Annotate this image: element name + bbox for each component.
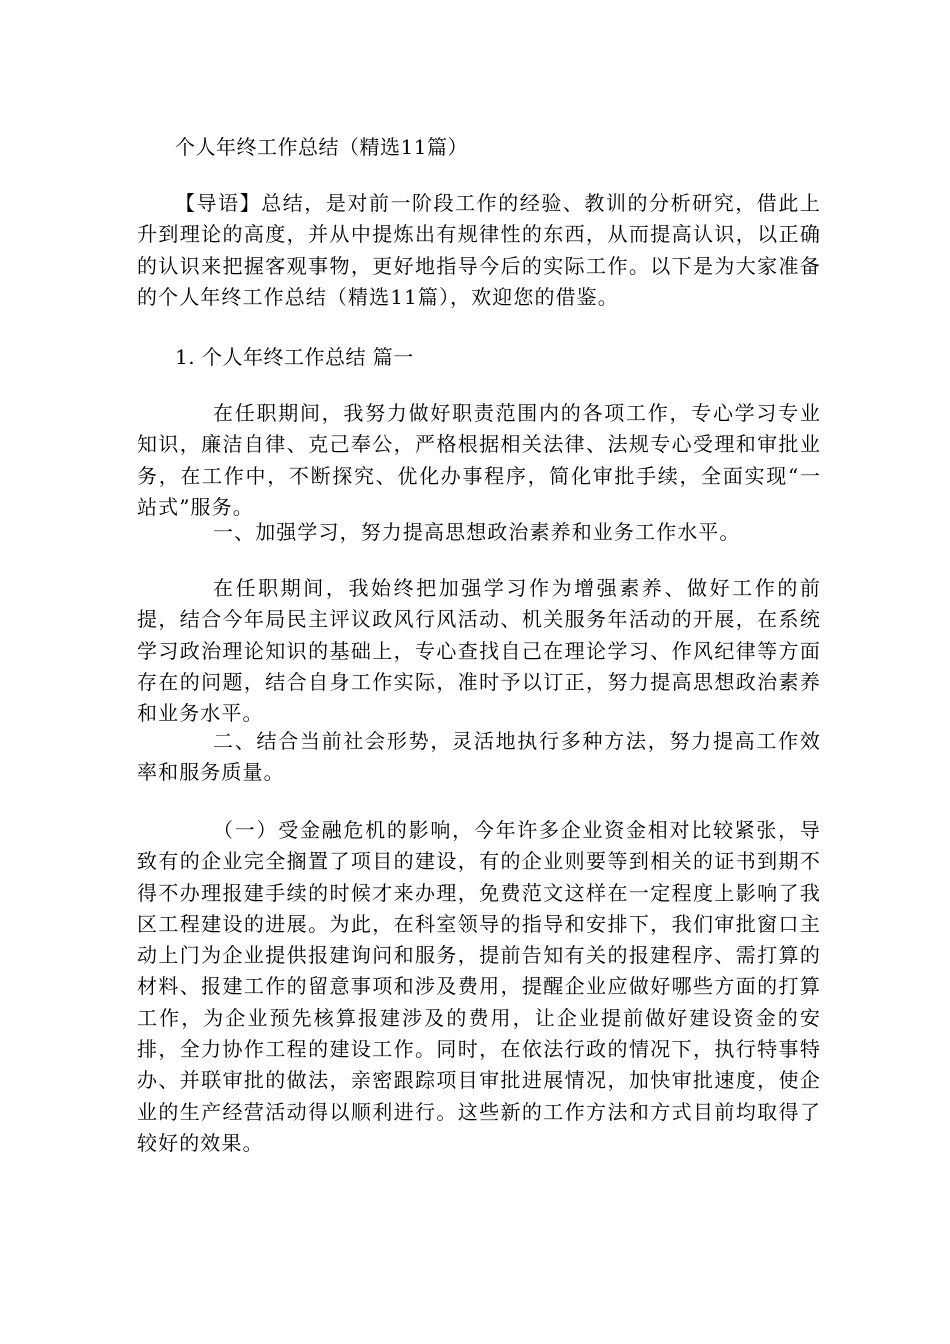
body-paragraph: 在任职期间，我努力做好职责范围内的各项工作，专心学习专业知识，廉洁自律、克己奉公，严格根据相关法律、法规专心受理和审批业务，在工作中，不断探究、优化办事程序，简化审批手续，全面实现“一站式”服务。 bbox=[137, 401, 821, 519]
subheading-paragraph: 一、加强学习，努力提高思想政治素养和业务工作水平。 bbox=[213, 520, 741, 544]
document-title: 个人年终工作总结（精选11篇） bbox=[175, 135, 468, 159]
body-paragraph: 在任职期间，我始终把加强学习作为增强素养、做好工作的前提，结合今年局民主评议政风行风活动、机关服务年活动的开展，在系统学习政治理论知识的基础上，专心查找自己在理论学习、作风纪律等方面存在的问题，结合自身工作实际，准时予以订正，努力提高思想政治素养和业务水平。 bbox=[137, 576, 821, 726]
section-heading: 1. 个人年终工作总结 篇一 bbox=[175, 345, 414, 369]
body-paragraph: （一）受金融危机的影响，今年许多企业资金相对比较紧张，导致有的企业完全搁置了项目的建设，有的企业则要等到相关的证书到期不得不办理报建手续的时候才来办理，免费范文这样在一定程度上影响了我区工程建设的进展。为此，在科室领导的指导和安排下，我们审批窗口主动上门为企业提供报建询问和服务，提前告知有关的报建程序、需打算的材料、报建工作的留意事项和涉及费用，提醒企业应做好哪些方面的打算工作，为企业预先核算报建涉及的费用，让企业提前做好建设资金的安排，全力协作工程的建设工作。同时，在依法行政的情况下，执行特事特办、并联审批的做法，亲密跟踪项目审批进展情况，加快审批速度，使企业的生产经营活动得以顺利进行。这些新的工作方法和方式目前均取得了较好的效果。 bbox=[137, 818, 821, 1155]
intro-paragraph: 【导语】总结，是对前一阶段工作的经验、教训的分析研究，借此上升到理论的高度，并从中提炼出有规律性的东西，从而提高认识，以正确的认识来把握客观事物，更好地指导今后的实际工作。以下是为大家准备的个人年终工作总结（精选11篇），欢迎您的借鉴。 bbox=[137, 191, 821, 309]
subheading-paragraph: 二、结合当前社会形势，灵活地执行多种方法，努力提高工作效率和服务质量。 bbox=[137, 729, 821, 785]
